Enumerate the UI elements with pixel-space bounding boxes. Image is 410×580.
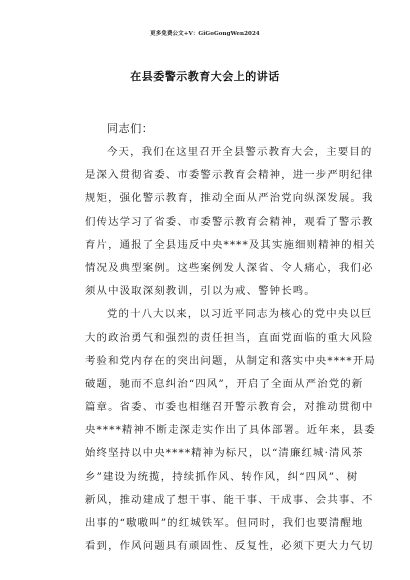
header-note: 更多免费公文+V：GiGoGongWen2024 bbox=[150, 31, 260, 37]
body-line: 出事的“嗷嗷叫”的红城铁军。但同时，我们也要清醒地 bbox=[85, 517, 364, 529]
body-line: 须从中汲取深刻教训，引以为戒、警钟长鸣。 bbox=[85, 285, 316, 298]
body-line: 看到，作风问题具有顽固性、反复性，必须下更大力气切 bbox=[85, 540, 374, 553]
body-line: 乡”建设为统揽，持续抓作风、转作风，纠“四风”、树 bbox=[85, 470, 359, 483]
body-line: 是深入贯彻省委、市委警示教育会精神，进一步严明纪律 bbox=[85, 169, 374, 182]
body-line: 党的十八大以来，以习近平同志为核心的党中央以巨 bbox=[107, 308, 373, 321]
body-line: 们传达学习了省委、市委警示教育会精神，观看了警示教 bbox=[85, 215, 374, 228]
salutation: 同志们： bbox=[107, 122, 154, 135]
body-line: 今天，我们在这里召开全县警示教育大会，主要目的 bbox=[107, 146, 373, 158]
body-line: 育片，通报了全县违反中央****及其实施细则精神的相关 bbox=[85, 238, 376, 251]
body-line: 始终坚持以中央****精神为标尺，以“清廉红城·清风茶 bbox=[85, 447, 364, 460]
body-line: 大的政治勇气和强烈的责任担当，直面党面临的重大风险 bbox=[85, 331, 374, 344]
body-line: 考验和党内存在的突出问题，从制定和落实中央****开局 bbox=[85, 354, 376, 367]
speech-body bbox=[85, 117, 376, 558]
body-line: 情况及典型案例。这些案例发人深省、令人痛心，我们必 bbox=[85, 261, 374, 274]
body-line: 篇章。省委、市委也相继召开警示教育会，对推动贯彻中 bbox=[85, 401, 374, 414]
body-line: 新风，推动建成了想干事、能干事、干成事、会共事、不 bbox=[85, 493, 374, 506]
body-line: 破题，驰而不息纠治“四风”，开启了全面从严治党的新 bbox=[85, 377, 364, 390]
body-line: 央****精神不断走深走实作出了具体部署。近年来，县委 bbox=[85, 424, 376, 437]
body-line: 规矩，强化警示教育，推动全面从严治党向纵深发展。我 bbox=[85, 192, 374, 205]
page-title: 在县委警示教育大会上的讲话 bbox=[130, 70, 280, 83]
